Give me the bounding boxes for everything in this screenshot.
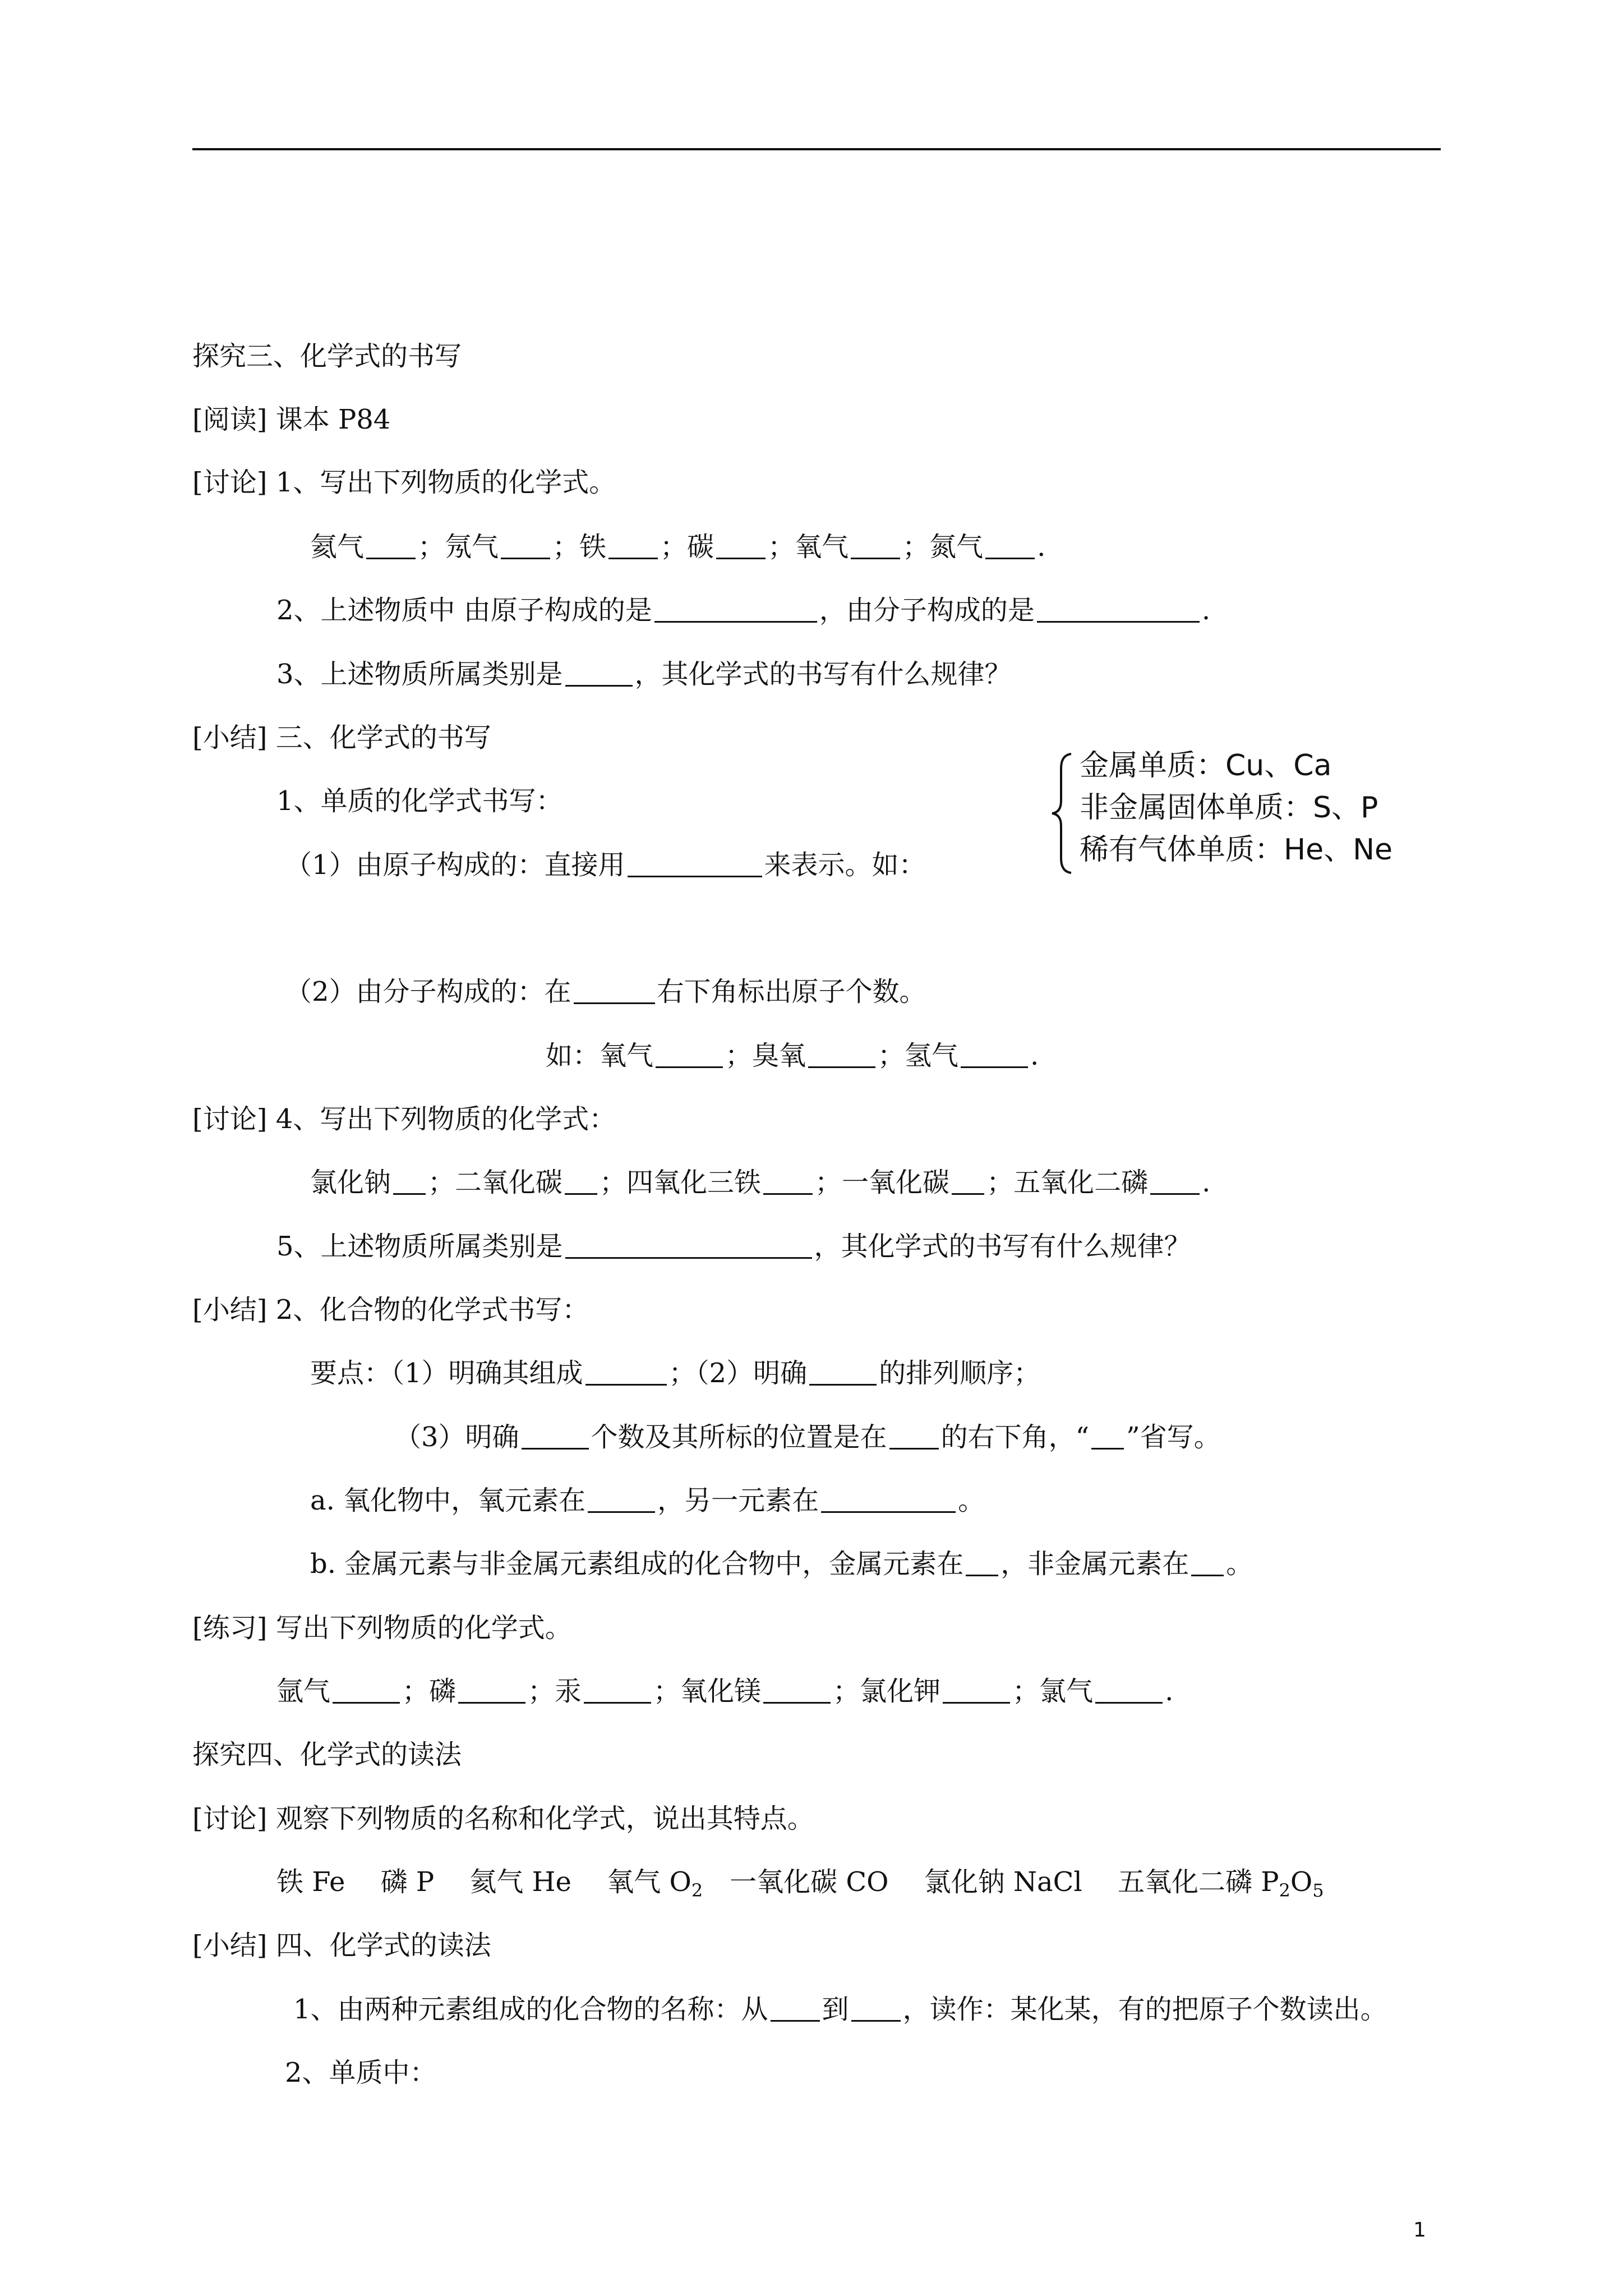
blank[interactable] bbox=[501, 532, 550, 559]
atom-composed-line: （1）由原子构成的：直接用 来表示。如： bbox=[285, 849, 926, 881]
blank[interactable] bbox=[966, 1549, 998, 1576]
blank[interactable] bbox=[851, 532, 900, 559]
discussion-observe: [讨论] 观察下列物质的名称和化学式，说出其特点。 bbox=[192, 1803, 814, 1834]
blank[interactable] bbox=[889, 1422, 939, 1450]
metal-nonmetal-rule: b. 金属元素与非金属元素组成的化合物中，金属元素在 ，非金属元素在 。 bbox=[310, 1548, 1253, 1580]
blank[interactable] bbox=[771, 1994, 820, 2022]
blank[interactable] bbox=[961, 1041, 1028, 1068]
reading-line: [阅读] 课本 P84 bbox=[192, 404, 391, 435]
question-2: 2、上述物质中 由原子构成的是 ，由分子构成的是 . bbox=[276, 595, 1211, 626]
blank[interactable] bbox=[565, 659, 633, 687]
left-brace-icon bbox=[1049, 752, 1077, 875]
blank[interactable] bbox=[366, 532, 416, 559]
blank[interactable] bbox=[851, 1994, 901, 2022]
practice-blanks: 氩气 ；磷 ；汞 ；氧化镁 ；氯化钾 ；氯气 . bbox=[276, 1676, 1174, 1707]
blank[interactable] bbox=[952, 1167, 984, 1195]
blank[interactable] bbox=[763, 1676, 831, 1704]
blank[interactable] bbox=[588, 1485, 655, 1513]
metal-elements: 金属单质：Cu、Ca bbox=[1080, 749, 1332, 783]
blank[interactable] bbox=[943, 1676, 1010, 1704]
section-3-title: 探究三、化学式的书写 bbox=[192, 341, 462, 372]
blank[interactable] bbox=[458, 1676, 525, 1704]
blank[interactable] bbox=[809, 1358, 877, 1386]
blank[interactable] bbox=[1091, 1422, 1124, 1450]
reading-rule-1: 1、由两种元素组成的化合物的名称：从 到 ，读作：某化某，有的把原子个数读出。 bbox=[293, 1994, 1387, 2025]
blank[interactable] bbox=[808, 1041, 875, 1068]
summary-compound: [小结] 2、化合物的化学式书写： bbox=[192, 1294, 589, 1326]
page-number: 1 bbox=[1413, 2219, 1426, 2242]
section-4-title: 探究四、化学式的读法 bbox=[192, 1739, 462, 1770]
header-rule bbox=[192, 148, 1441, 150]
molecule-composed-line: （2）由分子构成的：在 右下角标出原子个数。 bbox=[285, 976, 926, 1007]
blank[interactable] bbox=[1191, 1549, 1224, 1576]
element-formula-heading: 1、单质的化学式书写： bbox=[276, 785, 563, 817]
practice-heading: [练习] 写出下列物质的化学式。 bbox=[192, 1612, 572, 1644]
blank[interactable] bbox=[763, 1167, 813, 1195]
discussion-4: [讨论] 4、写出下列物质的化学式： bbox=[192, 1103, 616, 1135]
key-point-3: （3）明确 个数及其所标的位置是在 的右下角，“ ”省写。 bbox=[394, 1421, 1221, 1453]
summary-reading: [小结] 四、化学式的读法 bbox=[192, 1930, 491, 1961]
blank[interactable] bbox=[574, 977, 655, 1004]
summary-3: [小结] 三、化学式的书写 bbox=[192, 722, 491, 753]
blank[interactable] bbox=[584, 1676, 651, 1704]
blank[interactable] bbox=[393, 1167, 426, 1195]
blank[interactable] bbox=[654, 595, 817, 623]
noble-gas-elements: 稀有气体单质：He、Ne bbox=[1080, 833, 1393, 867]
blanks-line-1: 氦气 ；氖气 ；铁 ；碳 ；氧气 ；氮气 . bbox=[310, 531, 1046, 563]
blank[interactable] bbox=[608, 532, 658, 559]
question-5: 5、上述物质所属类别是 ，其化学式的书写有什么规律？ bbox=[276, 1231, 1191, 1262]
blank[interactable] bbox=[716, 532, 766, 559]
blank[interactable] bbox=[565, 1231, 812, 1259]
discussion-1: [讨论] 1、写出下列物质的化学式。 bbox=[192, 467, 616, 498]
blank[interactable] bbox=[585, 1358, 667, 1386]
blank[interactable] bbox=[1095, 1676, 1163, 1704]
blank[interactable] bbox=[821, 1485, 956, 1513]
molecule-examples: 如：氧气 ；臭氧 ；氢气 . bbox=[546, 1040, 1039, 1071]
question-3: 3、上述物质所属类别是 ，其化学式的书写有什么规律？ bbox=[276, 659, 1012, 690]
oxide-rule: a. 氧化物中，氧元素在 ，另一元素在 。 bbox=[310, 1485, 985, 1516]
blank[interactable] bbox=[333, 1676, 400, 1704]
blank[interactable] bbox=[565, 1167, 597, 1195]
formula-examples: 铁 Fe 磷 P 氦气 He 氧气 $O_2$ 一氧化碳 CO 氯化钠 NaCl 五氧化二磷 $P_2O_5$ bbox=[276, 1866, 1324, 1901]
reading-rule-2: 2、单质中： bbox=[285, 2057, 437, 2088]
key-points-line: 要点：（1）明确其组成 ；（2）明确 的排列顺序； bbox=[310, 1358, 1041, 1389]
blank[interactable] bbox=[1150, 1167, 1200, 1195]
blank[interactable] bbox=[522, 1422, 589, 1450]
blank[interactable] bbox=[656, 1041, 723, 1068]
compound-blanks: 氯化钠 ；二氧化碳 ；四氧化三铁 ；一氧化碳 ；五氧化二磷 . bbox=[310, 1167, 1211, 1198]
nonmetal-solid-elements: 非金属固体单质：S、P bbox=[1080, 791, 1378, 825]
blank[interactable] bbox=[628, 850, 762, 877]
blank[interactable] bbox=[1037, 595, 1200, 623]
blank[interactable] bbox=[985, 532, 1035, 559]
